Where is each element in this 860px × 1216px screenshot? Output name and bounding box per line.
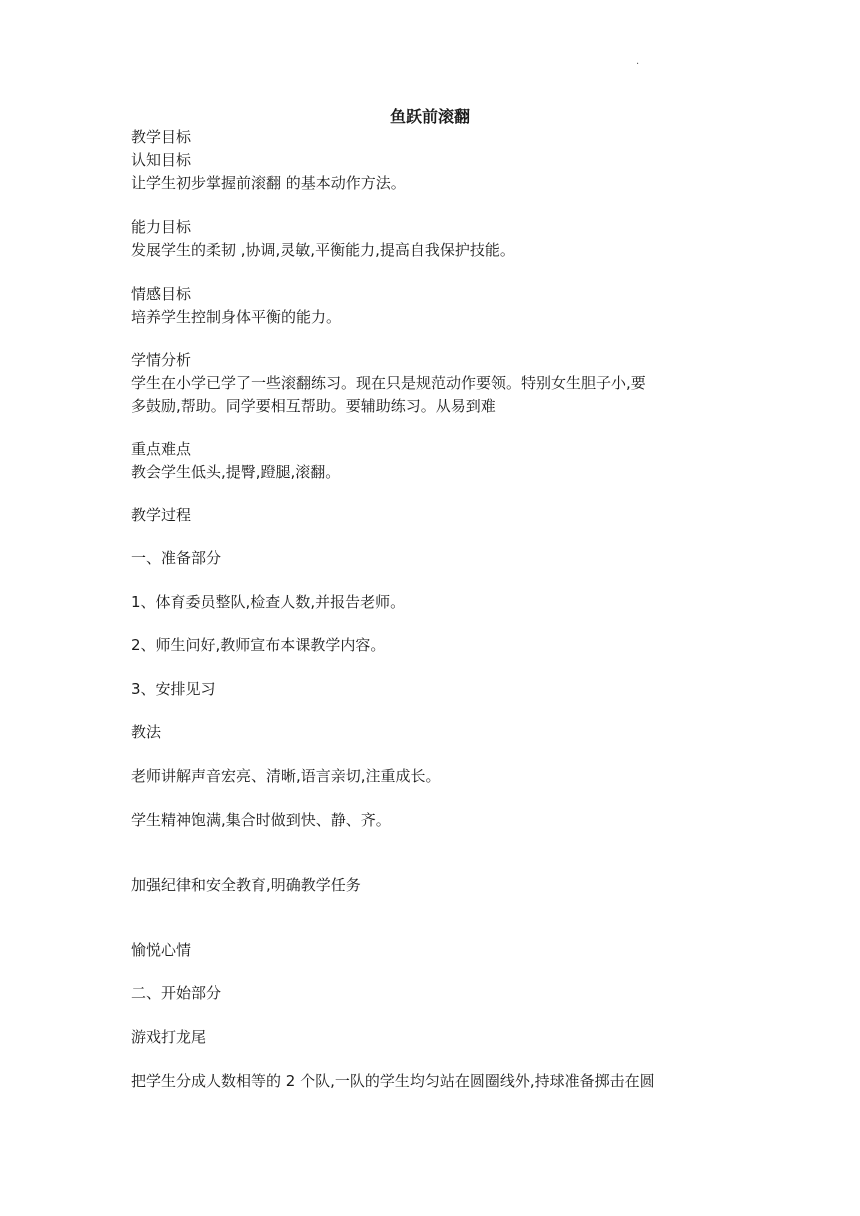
paragraph-emotional-goal: 培养学生控制身体平衡的能力。 — [131, 308, 342, 326]
heading-teaching-method: 教法 — [131, 723, 162, 741]
paragraph-method-2: 学生精神饱满,集合时做到快、静、齐。 — [131, 811, 391, 829]
list-item-3: 3、安排见习 — [131, 680, 216, 698]
heading-emotional-goal: 情感目标 — [131, 285, 192, 303]
document-title: 鱼跃前滚翻 — [389, 107, 470, 126]
heading-teaching-goals: 教学目标 — [131, 128, 192, 146]
paragraph-student-analysis-1: 学生在小学已学了一些滚翻练习。现在只是规范动作要领。特别女生胆子小,要 — [131, 374, 646, 392]
heading-student-analysis: 学情分析 — [131, 351, 192, 369]
paragraph-ability-goal: 发展学生的柔韧 ,协调,灵敏,平衡能力,提高自我保护技能。 — [131, 241, 515, 259]
paragraph-key-points: 教会学生低头,提臀,蹬腿,滚翻。 — [131, 463, 341, 481]
heading-cognitive-goal: 认知目标 — [131, 151, 192, 169]
paragraph-cognitive-goal: 让学生初步掌握前滚翻 的基本动作方法。 — [131, 174, 406, 192]
paragraph-student-analysis-2: 多鼓励,帮助。同学要相互帮助。要辅助练习。从易到难 — [131, 397, 496, 415]
paragraph-method-4: 愉悦心情 — [131, 941, 192, 959]
heading-key-points: 重点难点 — [131, 440, 192, 458]
paragraph-method-1: 老师讲解声音宏亮、清晰,语言亲切,注重成长。 — [131, 767, 441, 785]
list-item-2: 2、师生问好,教师宣布本课教学内容。 — [131, 636, 386, 654]
paragraph-method-3: 加强纪律和安全教育,明确教学任务 — [131, 876, 361, 894]
paragraph-game-description: 把学生分成人数相等的 2 个队,一队的学生均匀站在圆圈线外,持球准备掷击在圆 — [131, 1072, 655, 1090]
heading-game: 游戏打龙尾 — [131, 1028, 207, 1046]
heading-teaching-process: 教学过程 — [131, 506, 192, 524]
header-dot: . — [636, 56, 640, 67]
heading-start-part: 二、开始部分 — [131, 984, 222, 1002]
heading-preparation-part: 一、准备部分 — [131, 549, 222, 567]
heading-ability-goal: 能力目标 — [131, 218, 192, 236]
list-item-1: 1、体育委员整队,检查人数,并报告老师。 — [131, 593, 406, 611]
